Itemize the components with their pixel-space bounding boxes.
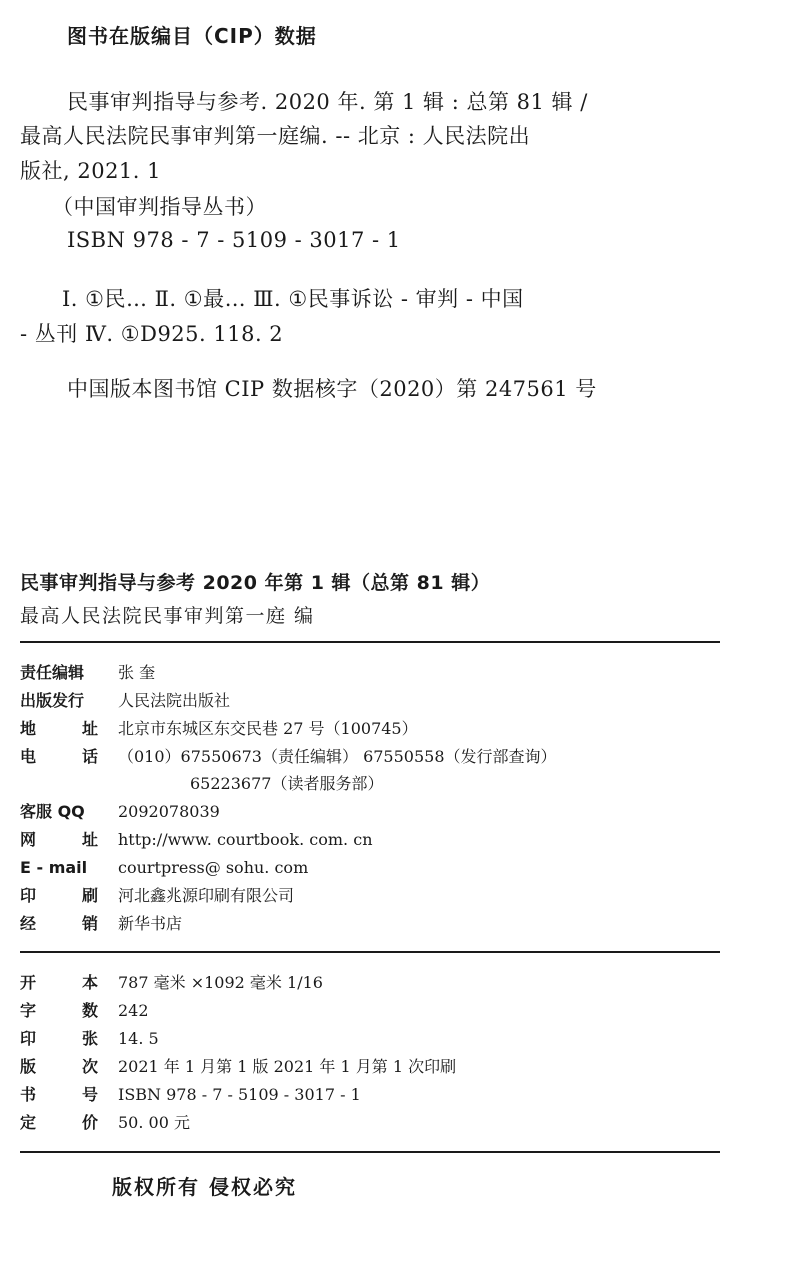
label-char: 号 [81, 1085, 98, 1104]
spec-label [20, 1029, 98, 1049]
info-value: （010）67550673（责任编辑） 67550558（发行部查询） [118, 747, 557, 766]
info-value: 人民法院出版社 [118, 691, 231, 710]
info-value: courtpress@ sohu. com [118, 858, 309, 877]
book-title: 民事审判指导与参考 2020 年第 1 辑（总第 81 辑） [20, 572, 491, 594]
spec-label [20, 1057, 98, 1077]
cip-line: 最高人民法院民事审判第一庭编. -- 北京 : 人民法院出 [20, 124, 531, 148]
divider [20, 951, 720, 953]
label-char: 电 [20, 747, 37, 766]
info-label [20, 747, 98, 767]
label-char: 址 [81, 830, 98, 849]
divider [20, 1151, 720, 1153]
cip-line: 民事审判指导与参考. 2020 年. 第 1 辑 : 总第 81 辑 / [67, 90, 588, 114]
spec-value: 787 毫米 ×1092 毫米 1/16 [118, 973, 323, 992]
book-editor: 最高人民法院民事审判第一庭 编 [20, 605, 315, 627]
label-char: 经 [20, 914, 37, 933]
copyright-notice: 版权所有 侵权必究 [112, 1175, 297, 1199]
label-char: 地 [20, 719, 37, 738]
spec-value: 242 [118, 1001, 149, 1020]
spec-value: 50. 00 元 [118, 1113, 190, 1132]
label-char: 版 [20, 1057, 37, 1076]
label-char: 印 [20, 1029, 37, 1048]
label-char: 开 [20, 973, 37, 992]
spec-label [20, 1001, 98, 1021]
label-char: 张 [81, 1029, 98, 1048]
cip-series: （中国审判指导丛书） [52, 195, 267, 219]
label-char: 话 [81, 747, 98, 766]
label-char: 本 [81, 973, 98, 992]
label-char: 定 [20, 1113, 37, 1132]
cip-heading: 图书在版编目（CIP）数据 [67, 24, 317, 48]
label-char: 次 [81, 1057, 98, 1076]
label-char: 网 [20, 830, 37, 849]
label-char: 字 [20, 1001, 37, 1020]
divider [20, 641, 720, 643]
label-char: 销 [81, 914, 98, 933]
cip-line: 版社, 2021. 1 [20, 159, 162, 183]
label-char: 书 [20, 1085, 37, 1104]
info-label: E - mail [20, 858, 88, 877]
spec-value: 2021 年 1 月第 1 版 2021 年 1 月第 1 次印刷 [118, 1057, 457, 1076]
label-char: 价 [81, 1113, 98, 1132]
info-label: 出版发行 [20, 691, 85, 710]
info-value: 新华书店 [118, 914, 183, 933]
info-value: 北京市东城区东交民巷 27 号（100745） [118, 719, 418, 738]
cip-classification: Ⅰ. ①民… Ⅱ. ①最… Ⅲ. ①民事诉讼 - 审判 - 中国 [62, 287, 524, 311]
label-char: 址 [81, 719, 98, 738]
label-char: 数 [81, 1001, 98, 1020]
label-char: 印 [20, 886, 37, 905]
spec-label [20, 1085, 98, 1105]
cip-classification-cont: - 丛刊 Ⅳ. ①D925. 118. 2 [20, 322, 284, 346]
info-value: 2092078039 [118, 802, 220, 821]
info-value: 河北鑫兆源印刷有限公司 [118, 886, 295, 905]
spec-label [20, 973, 98, 993]
info-label [20, 719, 98, 739]
info-value: 张 奎 [118, 663, 156, 682]
spec-value: 14. 5 [118, 1029, 159, 1048]
info-label: 客服 QQ [20, 802, 85, 821]
info-value: 65223677（读者服务部） [190, 774, 384, 793]
info-label [20, 914, 98, 934]
cip-record-number: 中国版本图书馆 CIP 数据核字（2020）第 247561 号 [67, 377, 597, 401]
cip-isbn: ISBN 978 - 7 - 5109 - 3017 - 1 [67, 228, 401, 252]
info-label [20, 830, 98, 850]
label-char: 刷 [81, 886, 98, 905]
info-value: http://www. courtbook. com. cn [118, 830, 373, 849]
spec-label [20, 1113, 98, 1133]
info-label: 责任编辑 [20, 663, 85, 682]
spec-value: ISBN 978 - 7 - 5109 - 3017 - 1 [118, 1085, 361, 1104]
info-label [20, 886, 98, 906]
